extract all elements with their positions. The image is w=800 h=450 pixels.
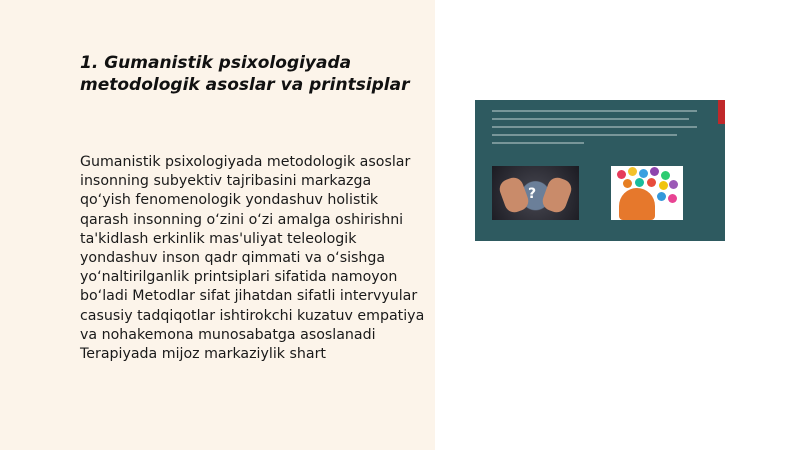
thumbnail-accent-bar	[718, 100, 725, 124]
head-with-colorful-ideas-image	[611, 166, 683, 220]
slide-title: 1. Gumanistik psixologiyada metodologik asoslar va printsiplar	[80, 53, 410, 95]
slide-body-text: Gumanistik psixologiyada metodologik asoslar insonning subyektiv tajribasini markazga qo‘yish fenomenologik yondashuv holistik qarash insonning o‘zini o‘zi amalga oshirishni ta'kidlash erkinlik mas'uliyat teleologik yondashuv inson qadr qimmati va o‘sishga yo‘naltirilganlik printsiplari sifatida namoyon bo‘ladi Metodlar sifat jihatdan sifatli intervyular casusiy tadqiqotlar ishtirokchi kuzatuv empatiya va nohakemona munosabatga asoslanadi Terapiyada mijoz markaziylik shart	[80, 154, 425, 363]
hands-crystal-ball-image: ?	[492, 166, 579, 220]
thumbnail-text-block	[492, 110, 697, 156]
slide-thumbnail-image	[475, 100, 725, 241]
